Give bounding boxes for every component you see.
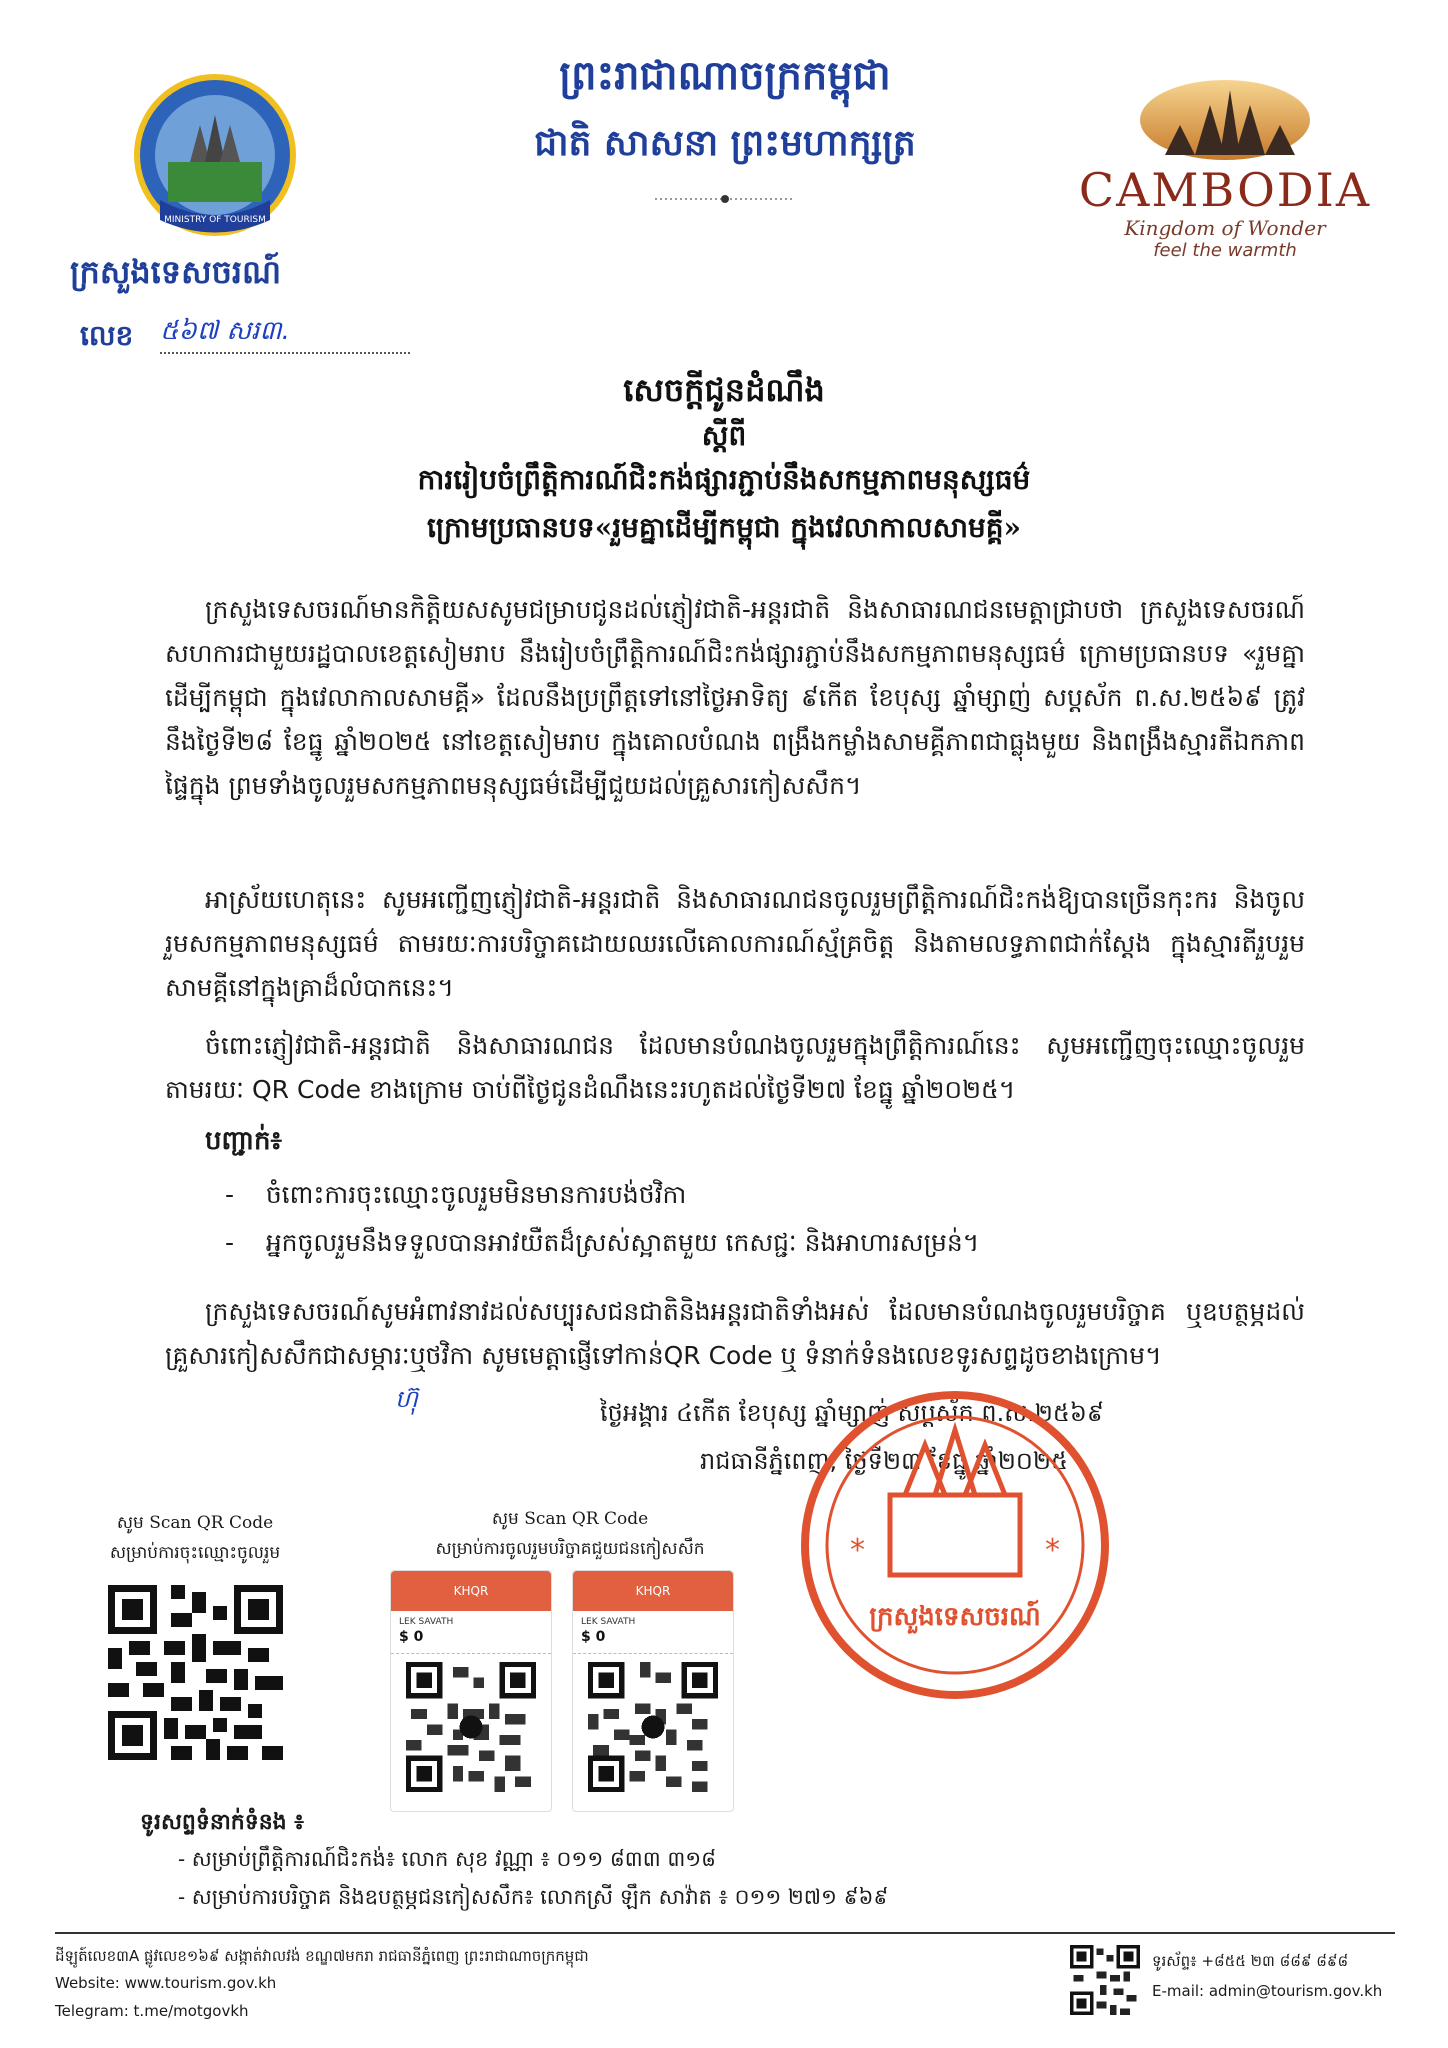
khqr-account-name-1: LEK SAVATH xyxy=(399,1617,454,1627)
register-qr-subtitle: សម្រាប់ការចុះឈ្មោះចូលរួម xyxy=(109,1543,281,1563)
date-solar: រាជធានីភ្នំពេញ, ថ្ងៃទី២៣ ខែធ្នូ ឆ្នាំ២០២៥ xyxy=(700,1447,1069,1475)
body-paragraph-2: អាស្រ័យហេតុនេះ សូមអញ្ជើញភ្ញៀវជាតិ-អន្តរជាតិ និងសាធារណជនចូលរួមព្រឹត្តិការណ៍ជិះកង់ឱ្យបានច្រើនកុះករ និងចូលរួមសកម្មភាពមនុស្សធម៌ តាមរយៈការបរិច្ចាគដោយឈរលើគោលការណ៍ស្ម័គ្រចិត្ត និងតាមលទ្ធភាពជាក់ស្តែង ក្នុងស្មារតីរួបរួមសាមគ្គីនៅក្នុងគ្រាដ៏លំបាកនេះ។ xyxy=(165,885,1305,1002)
body-paragraph-1: ក្រសួងទេសចរណ៍មានកិត្តិយសសូមជម្រាបជូនដល់ភ្ញៀវជាតិ-អន្តរជាតិ និងសាធារណជនមេត្តាជ្រាបថា ក្រសួងទេសចរណ៍សហការជាមួយរដ្ឋបាលខេត្តសៀមរាប នឹងរៀបចំព្រឹត្តិការណ៍ជិះកង់ផ្សារភ្ជាប់នឹងសកម្មភាពមនុស្សធម៌ ក្រោមប្រធានបទ «រួមគ្នាដើម្បីកម្ពុជា ក្នុងវេលាកាលសាមគ្គី» ដែលនឹងប្រព្រឹត្តទៅនៅថ្ងៃអាទិត្យ ៩កើត ខែបុស្ស ឆ្នាំម្សាញ់ សប្តស័ក ព.ស.២៥៦៩ ត្រូវនឹងថ្ងៃទី២៨ ខែធ្នូ ឆ្នាំ២០២៥ នៅខេត្តសៀមរាប ក្នុងគោលបំណង ពង្រឹងកម្លាំងសាមគ្គីភាពជាធ្លុងមួយ និងពង្រឹងស្មារតីឯកភាពផ្ទៃក្នុង ព្រមទាំងចូលរួមសកម្មភាពមនុស្សធម៌ដើម្បីជួយដល់គ្រួសារកៀសសឹក។ xyxy=(165,595,1305,800)
khqr-code-2 xyxy=(588,1662,718,1796)
khqr-account-name-2: LEK SAVATH xyxy=(581,1617,636,1627)
kingdom-heading: ព្រះរាជាណាចក្រកម្ពុជា xyxy=(559,52,891,99)
contact-line-2: - សម្រាប់ការបរិច្ចាគ និងឧបត្ថម្ភជនកៀសសឹក៖ លោកស្រី ឡឹក សាវ៉ាត ៖ ០១១ ២៧១ ៩៦៩ xyxy=(178,1885,889,1909)
ministry-name: ក្រសួងទេសចរណ៍ xyxy=(70,253,282,291)
ornament-divider xyxy=(655,190,795,202)
footer-phone[interactable]: ទូរស័ព្ទ៖ +៨៥៥ ២៣ ៨៨៩ ៨៩៨ xyxy=(1152,1952,1349,1970)
bullet-text-1: ចំពោះការចុះឈ្មោះចូលរួមមិនមានការបង់ថវិកា xyxy=(265,1180,687,1209)
handwritten-initials: ហ៊ុ xyxy=(395,1385,418,1413)
brand-slogan: feel the warmth xyxy=(1153,240,1297,261)
khqr-amount-1: $ 0 xyxy=(399,1629,424,1645)
svg-text:MINISTRY OF TOURISM: MINISTRY OF TOURISM xyxy=(164,215,266,225)
svg-text:ក្រសួងទេសចរណ៍: ក្រសួងទេសចរណ៍ xyxy=(869,1602,1041,1632)
donate-qr-subtitle: សម្រាប់ការចូលរួមបរិច្ចាគជួយជនកៀសសឹក xyxy=(435,1539,705,1559)
register-qr-title: សូម Scan QR Code xyxy=(116,1513,274,1533)
khqr-code-1 xyxy=(406,1662,536,1796)
svg-text:*: * xyxy=(850,1533,865,1568)
contact-line-1: - សម្រាប់ព្រឹត្តិការណ៍ជិះកង់៖ លោក សុខ វណ្ណា ៖ ០១១ ៨៣៣ ៣១៨ xyxy=(178,1847,717,1871)
brand-tagline: Kingdom of Wonder xyxy=(1124,216,1326,240)
footer-website[interactable]: Website: www.tourism.gov.kh xyxy=(55,1974,277,1992)
notice-subject-line2: ក្រោមប្រធានបទ«រួមគ្នាដើម្បីកម្ពុជា ក្នុងវេលាកាលសាមគ្គី» xyxy=(426,511,1022,544)
footer-divider xyxy=(55,1932,1395,1934)
motto-heading: ជាតិ សាសនា ព្រះមហាក្សត្រ xyxy=(534,122,916,164)
ministry-of-tourism-logo xyxy=(130,70,300,240)
bullet-item-2: - អ្នកចូលរួមនឹងទទួលបានអាវយឺតដ៏ស្រស់ស្អាតមួយ កេសជ្ជៈ និងអាហារសម្រន់។ xyxy=(225,1228,980,1257)
footer-qr-code[interactable] xyxy=(1070,1945,1140,2015)
brand-name: CAMBODIA xyxy=(1078,163,1372,217)
register-qr-code[interactable] xyxy=(108,1585,283,1760)
date-lunar: ថ្ងៃអង្គារ ៤កើត ខែបុស្ស ឆ្នាំម្សាញ់ សប្តស័ក ព.ស.២៥៦៩ xyxy=(600,1399,1104,1427)
footer-address: ដីឡូត៍លេខ៣A ផ្លូវលេខ១៦៩ សង្កាត់វាលវង់ ខណ្ឌ៧មករា រាជធានីភ្នំពេញ ព្រះរាជាណាចក្រកម្ពុជា xyxy=(55,1947,589,1965)
cambodia-brand-logo xyxy=(1070,70,1380,260)
ministry-seal xyxy=(795,1385,1115,1705)
note-heading: បញ្ជាក់៖ xyxy=(205,1126,282,1156)
khqr-brand-1: KHQR xyxy=(391,1571,551,1611)
khqr-card-1[interactable] xyxy=(390,1570,552,1812)
donate-qr-title: សូម Scan QR Code xyxy=(491,1509,649,1529)
bullet-item-1: - ចំពោះការចុះឈ្មោះចូលរួមមិនមានការបង់ថវិកា xyxy=(225,1180,687,1209)
footer-email[interactable]: E-mail: admin@tourism.gov.kh xyxy=(1152,1982,1383,2000)
bullet-text-2: អ្នកចូលរួមនឹងទទួលបានអាវយឺតដ៏ស្រស់ស្អាតមួយ កេសជ្ជៈ និងអាហារសម្រន់។ xyxy=(265,1228,980,1257)
ref-number: ៥៦៧ សរ៣. xyxy=(160,314,410,354)
notice-subject-line1: ការរៀបចំព្រឹត្តិការណ៍ជិះកង់ផ្សារភ្ជាប់នឹងសកម្មភាពមនុស្សធម៌ xyxy=(417,463,1031,496)
footer-telegram[interactable]: Telegram: t.me/motgovkh xyxy=(55,2002,249,2020)
notice-title: សេចក្ដីជូនដំណឹង xyxy=(623,371,825,409)
khqr-card-2[interactable] xyxy=(572,1570,734,1812)
contact-heading: ទូរសព្ទទំនាក់ទំនង ៖ xyxy=(140,1809,304,1835)
khqr-amount-2: $ 0 xyxy=(581,1629,606,1645)
notice-subject-label: ស្ដីពី xyxy=(701,419,747,452)
khqr-brand-2: KHQR xyxy=(573,1571,733,1611)
svg-text:*: * xyxy=(1045,1533,1060,1568)
body-paragraph-3: ចំពោះភ្ញៀវជាតិ-អន្តរជាតិ និងសាធារណជន ដែលមានបំណងចូលរួមក្នុងព្រឹត្តិការណ៍នេះ សូមអញ្ជើញចុះឈ្មោះចូលរួមតាមរយៈ QR Code ខាងក្រោម ចាប់ពីថ្ងៃជូនដំណឹងនេះរហូតដល់ថ្ងៃទី២៧ ខែធ្នូ ឆ្នាំ២០២៥។ xyxy=(165,1031,1305,1104)
body-paragraph-4: ក្រសួងទេសចរណ៍សូមអំពាវនាវដល់សប្បុរសជនជាតិនិងអន្តរជាតិទាំងអស់ ដែលមានបំណងចូលរួមបរិច្ចាគ ឬឧបត្ថម្ភដល់គ្រួសារកៀសសឹកជាសម្ភារៈឬថវិកា សូមមេត្តាផ្ញើទៅកាន់QR Code ឬ ទំនាក់ទំនងលេខទូរសព្ទដូចខាងក្រោម។ xyxy=(165,1297,1305,1370)
ref-label: លេខ xyxy=(80,319,134,352)
